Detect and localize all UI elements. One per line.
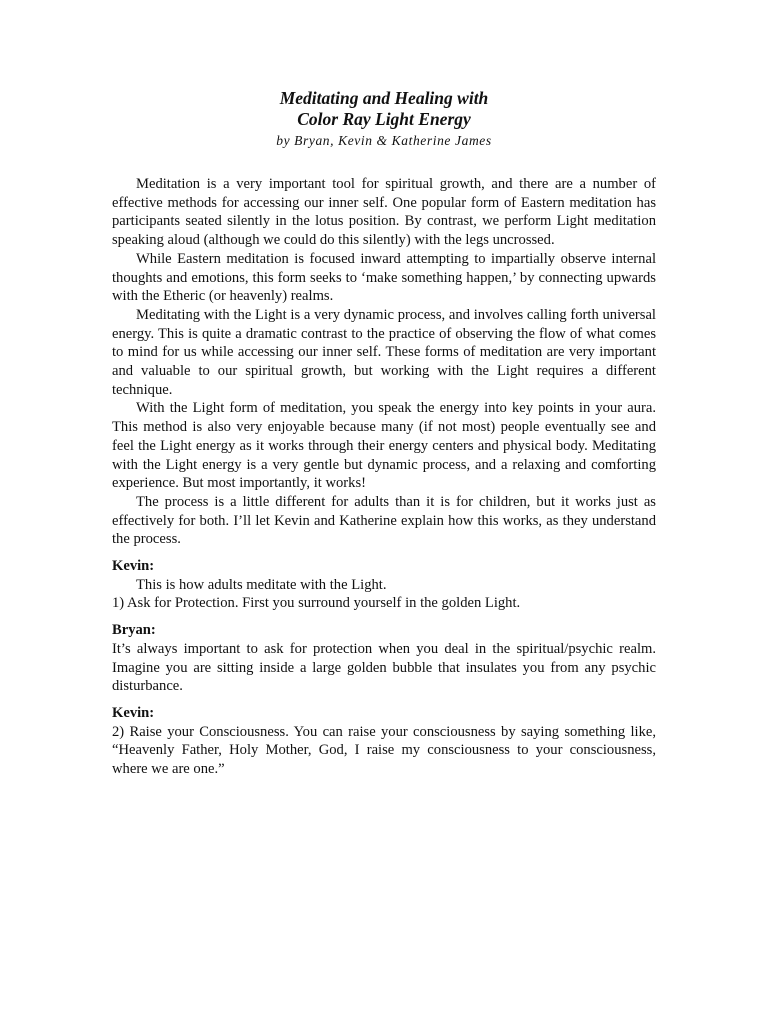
title-line-1: Meditating and Healing with bbox=[279, 88, 489, 108]
dialogue-text: 2) Raise your Consciousness. You can raise your consciousness by saying something like, “Heavenly Father, Holy Mother, God, I raise my consciousness to your consciousness, where we are one.” bbox=[112, 723, 656, 778]
paragraph: Meditation is a very important tool for spiritual growth, and there are a number of effective methods for accessing our inner self. One popular form of Eastern meditation has participants seated silently in the lotus position. By contrast, we perform Light meditation speaking aloud (although we could do this silently) with the legs uncrossed. bbox=[112, 176, 656, 249]
paragraph: Meditating with the Light is a very dynamic process, and involves calling forth universal energy. This is quite a dramatic contrast to the practice of observing the flow of what comes to mind for us while accessing our inner self. These forms of meditation are very important and valuable to our spiritual growth, but working with the Light requires a different technique. bbox=[112, 306, 656, 398]
speaker-label: Bryan: bbox=[112, 622, 156, 639]
byline: by Bryan, Kevin & Katherine James bbox=[276, 133, 492, 148]
dialogue-intro: This is how adults meditate with the Light. bbox=[136, 576, 387, 593]
document-title bbox=[112, 88, 656, 130]
speaker-label: Kevin: bbox=[112, 704, 155, 721]
paragraph: While Eastern meditation is focused inward attempting to impartially observe internal thoughts and emotions, this form seeks to ‘make something happen,’ by connecting upwards with the Etheric (or heavenly) realms. bbox=[112, 250, 656, 305]
speaker-label: Kevin: bbox=[112, 558, 155, 575]
document-body bbox=[112, 175, 656, 779]
document-page bbox=[112, 88, 656, 779]
dialogue-text: 1) Ask for Protection. First you surround yourself in the golden Light. bbox=[112, 595, 521, 612]
paragraph: With the Light form of meditation, you speak the energy into key points in your aura. This method is also very enjoyable because many (if not most) people eventually see and feel the Light energy as it works through their energy centers and physical body. Meditating with the Light energy is a very gentle but dynamic process, and a relaxing and comforting experience. But most importantly, it works! bbox=[112, 400, 656, 492]
paragraph: The process is a little different for adults than it is for children, but it works just as effectively for both. I’ll let Kevin and Katherine explain how this works, as they understand the process. bbox=[112, 493, 656, 548]
title-line-2: Color Ray Light Energy bbox=[297, 109, 471, 129]
dialogue-text: It’s always important to ask for protection when you deal in the spiritual/psychic realm. Imagine you are sitting inside a large golden bubble that insulates you from any psychic disturbance. bbox=[112, 640, 656, 695]
